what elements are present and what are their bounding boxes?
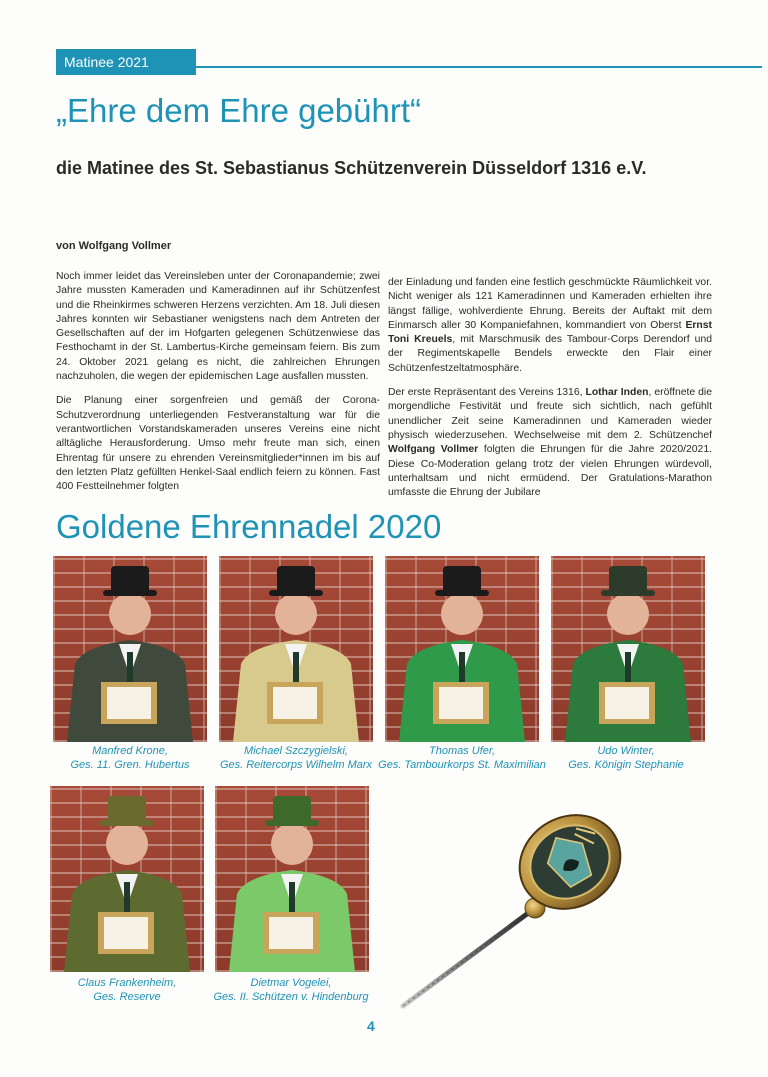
- section-rule: [196, 66, 762, 68]
- honoree-portrait: [551, 556, 705, 742]
- hat-crown: [273, 796, 311, 823]
- article-paragraph: [388, 386, 712, 500]
- article-paragraph: Noch immer leidet das Vereinsleben unter der Coronapandemie; zwei Jahre mussten Kameraden und Kameradinnen auf ihr Schützenfest und die Rheinkirmes schweren Herzens verzichten. Am 18. Juli diesen Jahres konnten wir Sebastianer wenigstens nach dem Antreten der Gesellschaften auf der im Hofgarten gelegenen Schützenwiese das Festhochamt in der St. Lambertus-Kirche gemeinsam feiern. Bis zum 24. Oktober 2021 gelang es nicht, die zahlreichen Ehrungen nachzuholen, die wegen der epidemischen Lage ausfallen mussten.: [56, 271, 380, 383]
- honoree-name: Michael Szczygielski,: [244, 745, 348, 757]
- honoree-portrait: [215, 786, 369, 972]
- tie: [625, 652, 631, 682]
- honoree-group: Ges. 11. Gren. Hubertus: [70, 759, 190, 771]
- text-run: , mit Marschmusik des Tambour-Corps Derendorf und der Regimentskapelle Bendels erweckte den Flair einer Schützenfestzeltatmosphäre.: [388, 334, 712, 374]
- face: [275, 593, 317, 635]
- face: [109, 593, 151, 635]
- honoree-caption: [541, 744, 711, 772]
- honoree-group: Ges. II. Schützen v. Hindenburg: [213, 991, 369, 1003]
- person-name: Lothar Inden: [585, 387, 649, 399]
- article-column-right: [388, 276, 712, 510]
- honoree-group: Ges. Reitercorps Wilhelm Marx: [219, 759, 373, 771]
- section-tag: Matinee 2021: [56, 49, 196, 75]
- text-run: der Einladung und fanden eine festlich geschmückte Räumlichkeit vor. Nicht weniger als 121 Kameradinnen und Kameraden erhielten ihre längst fällige, wohlverdiente Ehrung. Bereits der Auftakt mit dem Einmarsch aller 30 Kompaniefahnen, kommandiert von Oberst: [388, 277, 712, 331]
- hat-crown: [111, 566, 149, 593]
- article-paragraph: [388, 276, 712, 376]
- section-heading: Goldene Ehrennadel 2020: [56, 508, 442, 545]
- article-paragraph: Die Planung einer sorgenfreien und gemäß der Corona-Schutzverordnung unterliegenden Festveranstaltung war für die verantwortlichen Vorstandskameraden unseres Vereins eine nicht alltägliche Herausforderung. Umso mehr freute man sich, einen Ehrentag für unsere zu ehrenden Vereinsmitglieder*innen im bis auf den letzten Platz gefüllten Henkel-Saal endlich feiern zu können. Fast 400 Festteilnehmer folgten: [56, 395, 380, 493]
- tie: [124, 882, 130, 912]
- honoree-photo: [551, 556, 705, 742]
- honoree-portrait: [219, 556, 373, 742]
- honoree-photo: [53, 556, 207, 742]
- honoree-caption: [377, 744, 547, 772]
- honoree-photo: [50, 786, 204, 972]
- honoree-portrait: [50, 786, 204, 972]
- face: [106, 823, 148, 865]
- text-run: , eröffnete die morgendliche Festivität und freute sich sichtlich, nach gefühlt unendlicher Zeit seine Kameradinnen und Kameraden wieder physisch wiederzusehen. Wechselweise mit dem 2. Schützenchef: [388, 387, 713, 441]
- honoree-group: Ges. Tambourkorps St. Maximilian: [378, 759, 546, 771]
- honoree-photo: [219, 556, 373, 742]
- honoree-name: Thomas Ufer,: [428, 745, 496, 757]
- person-name: Ernst Toni Kreuels: [388, 319, 712, 346]
- certificate: [273, 687, 317, 719]
- text-run: Der erste Repräsentant des Vereins 1316,: [388, 387, 586, 399]
- page-title: „Ehre dem Ehre gebührt“: [56, 92, 422, 129]
- person-name: Wolfgang Vollmer: [388, 444, 479, 456]
- certificate: [104, 917, 148, 949]
- honoree-caption: [42, 976, 212, 1004]
- honoree-photo: [215, 786, 369, 972]
- tie: [293, 652, 299, 682]
- face: [441, 593, 483, 635]
- pin-icon: [395, 800, 725, 1015]
- honoree-group: Ges. Reserve: [93, 991, 161, 1003]
- honoree-name: Udo Winter,: [597, 745, 655, 757]
- face: [607, 593, 649, 635]
- hat-crown: [609, 566, 647, 593]
- face: [271, 823, 313, 865]
- honoree-caption: [206, 976, 376, 1004]
- certificate: [107, 687, 151, 719]
- hat-crown: [108, 796, 146, 823]
- honoree-name: Dietmar Vogelei,: [250, 977, 332, 989]
- golden-pin-image: [395, 800, 725, 1015]
- honoree-name: Claus Frankenheim,: [77, 977, 177, 989]
- hat-crown: [443, 566, 481, 593]
- honoree-name: Manfred Krone,: [92, 745, 168, 757]
- byline: von Wolfgang Vollmer: [56, 240, 172, 252]
- honoree-group: Ges. Königin Stephanie: [568, 759, 684, 771]
- text-run: folgten die Ehrungen für die Jahre 2020/2021. Diese Co-Moderation gelang trotz der vielen Ehrungen würdevoll, unterhaltsam und nicht ermüdend. Der Gratulations-Marathon umfasste die Ehrung der Jubilare: [388, 444, 712, 499]
- tie: [459, 652, 465, 682]
- honoree-photo: [385, 556, 539, 742]
- certificate: [269, 917, 313, 949]
- tie: [127, 652, 133, 682]
- honoree-caption: [45, 744, 215, 772]
- honoree-caption: [211, 744, 381, 772]
- honoree-portrait: [385, 556, 539, 742]
- page-subtitle: die Matinee des St. Sebastianus Schützenverein Düsseldorf 1316 e.V.: [56, 158, 647, 178]
- honoree-portrait: [53, 556, 207, 742]
- tie: [289, 882, 295, 912]
- hat-crown: [277, 566, 315, 593]
- article-column-left: [56, 270, 380, 504]
- page-number: 4: [367, 1018, 375, 1034]
- certificate: [605, 687, 649, 719]
- certificate: [439, 687, 483, 719]
